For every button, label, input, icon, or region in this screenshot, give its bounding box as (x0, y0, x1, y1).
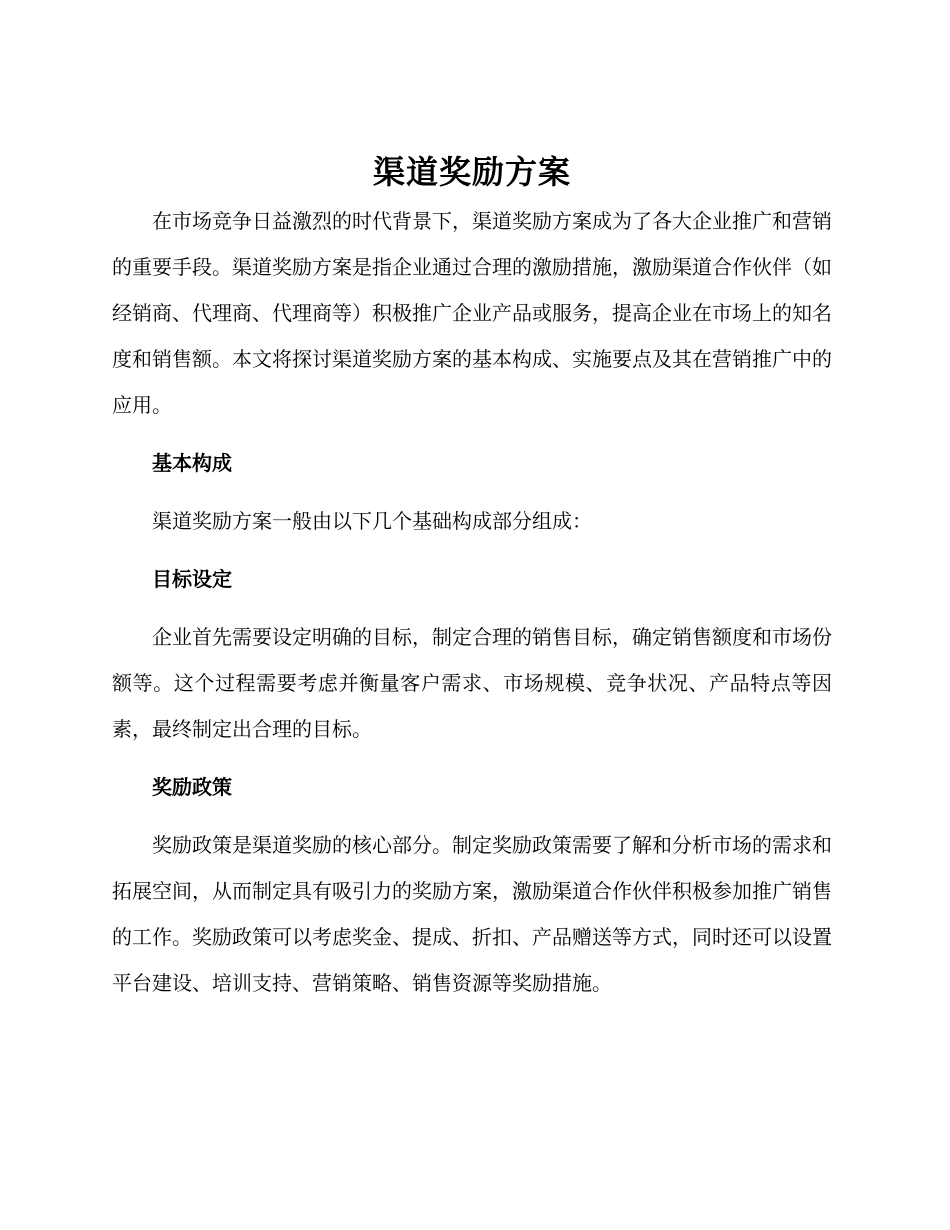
spacer (112, 428, 832, 440)
intro-paragraph: 在市场竞争日益激烈的时代背景下，渠道奖励方案成为了各大企业推广和营销的重要手段。渠道奖励方案是指企业通过合理的激励措施，激励渠道合作伙伴（如经销商、代理商、代理商等）积极推广企业产品或服务，提高企业在市场上的知名度和销售额。本文将探讨渠道奖励方案的基本构成、实施要点及其在营销推广中的应用。 (112, 209, 832, 417)
section-heading-basic-composition: 基本构成 (152, 451, 232, 475)
spacer (112, 752, 832, 764)
spacer (112, 486, 832, 498)
section-body-goal-setting: 企业首先需要设定明确的目标，制定合理的销售目标，确定销售额度和市场份额等。这个过程需要考虑并衡量客户需求、市场规模、竞争状况、产品特点等因素，最终制定出合理的目标。 (112, 625, 832, 741)
section-body-reward-policy: 奖励政策是渠道奖励的核心部分。制定奖励政策需要了解和分析市场的需求和拓展空间，从而制定具有吸引力的奖励方案，激励渠道合作伙伴积极参加推广销售的工作。奖励政策可以考虑奖金、提成、折扣、产品赠送等方式，同时还可以设置平台建设、培训支持、营销策略、销售资源等奖励措施。 (112, 833, 832, 995)
spacer (112, 544, 832, 556)
spacer (112, 810, 832, 822)
document-title: 渠道奖励方案 (372, 153, 571, 191)
section-heading-reward-policy: 奖励政策 (152, 775, 232, 799)
spacer (112, 602, 832, 614)
section-body-basic-composition: 渠道奖励方案一般由以下几个基础构成部分组成： (152, 509, 592, 533)
section-heading-goal-setting: 目标设定 (152, 567, 232, 591)
document-page (112, 148, 832, 1006)
